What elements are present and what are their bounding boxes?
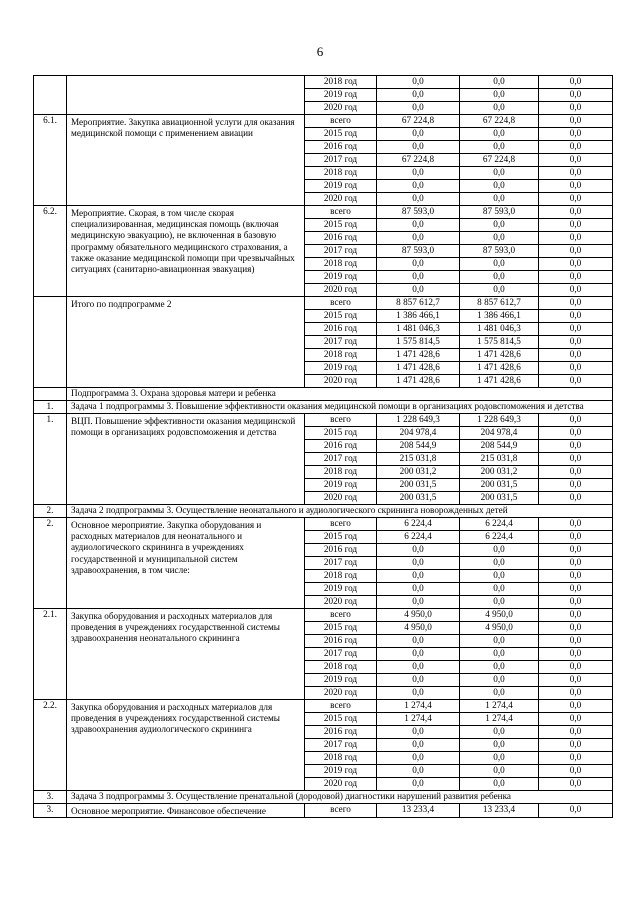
section-title-cell: Задача 1 подпрограммы 3. Повышение эффективности оказания медицинской помощи в организациях родовспоможения и детства xyxy=(67,401,613,414)
item-number-cell: 6.1. xyxy=(34,115,67,206)
other-amount-cell: 0,0 xyxy=(539,453,613,466)
total-amount-cell: 208 544,9 xyxy=(377,440,460,453)
budget-amount-cell: 0,0 xyxy=(460,232,539,245)
period-cell: 2019 год xyxy=(305,479,377,492)
budget-amount-cell: 1 274,4 xyxy=(460,700,539,713)
other-amount-cell: 0,0 xyxy=(539,804,613,818)
total-amount-cell: 6 224,4 xyxy=(377,531,460,544)
total-amount-cell: 200 031,5 xyxy=(377,492,460,505)
item-description-cell: Мероприятие. Закупка авиационной услуги для оказания медицинской помощи с применением авиации xyxy=(67,115,305,206)
budget-amount-cell: 0,0 xyxy=(460,570,539,583)
budget-amount-cell: 204 978,4 xyxy=(460,427,539,440)
period-cell: 2020 год xyxy=(305,687,377,700)
other-amount-cell: 0,0 xyxy=(539,661,613,674)
total-amount-cell: 1 274,4 xyxy=(377,713,460,726)
budget-amount-cell: 0,0 xyxy=(460,284,539,297)
budget-amount-cell: 0,0 xyxy=(460,89,539,102)
item-number-cell: 6.2. xyxy=(34,206,67,297)
other-amount-cell: 0,0 xyxy=(539,687,613,700)
budget-amount-cell: 1 228 649,3 xyxy=(460,414,539,427)
period-cell: всего xyxy=(305,297,377,310)
budget-amount-cell: 0,0 xyxy=(460,596,539,609)
period-cell: 2016 год xyxy=(305,726,377,739)
budget-amount-cell: 0,0 xyxy=(460,765,539,778)
budget-amount-cell: 200 031,5 xyxy=(460,479,539,492)
other-amount-cell: 0,0 xyxy=(539,648,613,661)
item-description-cell: Основное мероприятие. Финансовое обеспечение xyxy=(67,804,305,818)
other-amount-cell: 0,0 xyxy=(539,492,613,505)
budget-amount-cell: 13 233,4 xyxy=(460,804,539,818)
item-number-cell: 2.1. xyxy=(34,609,67,700)
total-amount-cell: 0,0 xyxy=(377,726,460,739)
budget-amount-cell: 0,0 xyxy=(460,180,539,193)
total-amount-cell: 13 233,4 xyxy=(377,804,460,818)
period-cell: 2019 год xyxy=(305,362,377,375)
period-cell: всего xyxy=(305,609,377,622)
table-row xyxy=(34,76,613,89)
other-amount-cell: 0,0 xyxy=(539,336,613,349)
period-cell: всего xyxy=(305,804,377,818)
period-cell: 2018 год xyxy=(305,752,377,765)
total-amount-cell: 1 471 428,6 xyxy=(377,375,460,388)
total-amount-cell: 6 224,4 xyxy=(377,518,460,531)
other-amount-cell: 0,0 xyxy=(539,349,613,362)
item-description-cell: Итого по подпрограмме 2 xyxy=(67,297,305,388)
budget-amount-cell: 0,0 xyxy=(460,141,539,154)
period-cell: 2016 год xyxy=(305,635,377,648)
period-cell: 2020 год xyxy=(305,375,377,388)
other-amount-cell: 0,0 xyxy=(539,479,613,492)
budget-amount-cell: 0,0 xyxy=(460,76,539,89)
total-amount-cell: 0,0 xyxy=(377,102,460,115)
budget-amount-cell: 0,0 xyxy=(460,635,539,648)
other-amount-cell: 0,0 xyxy=(539,232,613,245)
other-amount-cell: 0,0 xyxy=(539,271,613,284)
budget-amount-cell: 200 031,2 xyxy=(460,466,539,479)
budget-amount-cell: 1 471 428,6 xyxy=(460,349,539,362)
budget-amount-cell: 0,0 xyxy=(460,687,539,700)
budget-amount-cell: 87 593,0 xyxy=(460,245,539,258)
budget-amount-cell: 1 481 046,3 xyxy=(460,323,539,336)
period-cell: 2019 год xyxy=(305,765,377,778)
item-number-cell: 3. xyxy=(34,804,67,818)
other-amount-cell: 0,0 xyxy=(539,778,613,791)
budget-amount-cell: 0,0 xyxy=(460,583,539,596)
other-amount-cell: 0,0 xyxy=(539,76,613,89)
other-amount-cell: 0,0 xyxy=(539,544,613,557)
period-cell: всего xyxy=(305,700,377,713)
item-description-cell: ВЦП. Повышение эффективности оказания медицинской помощи в организациях родовспоможения и детства xyxy=(67,414,305,505)
period-cell: 2020 год xyxy=(305,492,377,505)
period-cell: всего xyxy=(305,206,377,219)
item-number-cell: 2. xyxy=(34,518,67,609)
item-number-cell: 1. xyxy=(34,401,67,414)
budget-amount-cell: 6 224,4 xyxy=(460,531,539,544)
total-amount-cell: 0,0 xyxy=(377,765,460,778)
other-amount-cell: 0,0 xyxy=(539,141,613,154)
other-amount-cell: 0,0 xyxy=(539,193,613,206)
section-title-cell: Задача 2 подпрограммы 3. Осуществление неонатального и аудиологического скрининга новорожденных детей xyxy=(67,505,613,518)
period-cell: 2019 год xyxy=(305,89,377,102)
other-amount-cell: 0,0 xyxy=(539,739,613,752)
table-row xyxy=(34,297,613,310)
period-cell: 2017 год xyxy=(305,453,377,466)
period-cell: 2015 год xyxy=(305,531,377,544)
budget-amount-cell: 0,0 xyxy=(460,193,539,206)
total-amount-cell: 1 471 428,6 xyxy=(377,362,460,375)
period-cell: 2020 год xyxy=(305,102,377,115)
other-amount-cell: 0,0 xyxy=(539,219,613,232)
subprogram-title-row xyxy=(34,388,613,401)
item-description-cell: Закупка оборудования и расходных материалов для проведения в учреждениях государственной системы здравоохранения неонатального скрининга xyxy=(67,609,305,700)
other-amount-cell: 0,0 xyxy=(539,102,613,115)
item-number-cell xyxy=(34,388,67,401)
table-row xyxy=(34,206,613,219)
period-cell: всего xyxy=(305,518,377,531)
total-amount-cell: 0,0 xyxy=(377,76,460,89)
period-cell: 2018 год xyxy=(305,167,377,180)
page-number: 6 xyxy=(316,44,324,59)
budget-amount-cell: 0,0 xyxy=(460,219,539,232)
period-cell: 2018 год xyxy=(305,570,377,583)
other-amount-cell: 0,0 xyxy=(539,154,613,167)
total-amount-cell: 1 386 466,1 xyxy=(377,310,460,323)
budget-amount-cell: 0,0 xyxy=(460,739,539,752)
total-amount-cell: 1 274,4 xyxy=(377,700,460,713)
budget-amount-cell: 4 950,0 xyxy=(460,609,539,622)
other-amount-cell: 0,0 xyxy=(539,258,613,271)
other-amount-cell: 0,0 xyxy=(539,128,613,141)
other-amount-cell: 0,0 xyxy=(539,518,613,531)
other-amount-cell: 0,0 xyxy=(539,89,613,102)
total-amount-cell: 0,0 xyxy=(377,232,460,245)
budget-amount-cell: 1 471 428,6 xyxy=(460,362,539,375)
period-cell: 2017 год xyxy=(305,739,377,752)
other-amount-cell: 0,0 xyxy=(539,375,613,388)
other-amount-cell: 0,0 xyxy=(539,284,613,297)
other-amount-cell: 0,0 xyxy=(539,557,613,570)
total-amount-cell: 0,0 xyxy=(377,752,460,765)
other-amount-cell: 0,0 xyxy=(539,297,613,310)
item-number-cell xyxy=(34,76,67,115)
table-row xyxy=(34,115,613,128)
total-amount-cell: 1 471 428,6 xyxy=(377,349,460,362)
period-cell: 2018 год xyxy=(305,466,377,479)
total-amount-cell: 0,0 xyxy=(377,661,460,674)
table-row xyxy=(34,414,613,427)
total-amount-cell: 0,0 xyxy=(377,193,460,206)
item-number-cell: 2. xyxy=(34,505,67,518)
budget-amount-cell: 215 031,8 xyxy=(460,453,539,466)
total-amount-cell: 0,0 xyxy=(377,583,460,596)
other-amount-cell: 0,0 xyxy=(539,427,613,440)
budget-table xyxy=(33,75,613,818)
period-cell: 2019 год xyxy=(305,271,377,284)
section-title-cell: Задача 3 подпрограммы 3. Осуществление пренатальной (дородовой) диагностики нарушений развития ребенка xyxy=(67,791,613,804)
other-amount-cell: 0,0 xyxy=(539,726,613,739)
total-amount-cell: 0,0 xyxy=(377,544,460,557)
budget-amount-cell: 0,0 xyxy=(460,102,539,115)
period-cell: 2020 год xyxy=(305,778,377,791)
total-amount-cell: 67 224,8 xyxy=(377,154,460,167)
period-cell: 2015 год xyxy=(305,310,377,323)
total-amount-cell: 4 950,0 xyxy=(377,622,460,635)
budget-amount-cell: 0,0 xyxy=(460,648,539,661)
budget-amount-cell: 87 593,0 xyxy=(460,206,539,219)
budget-amount-cell: 6 224,4 xyxy=(460,518,539,531)
budget-amount-cell: 0,0 xyxy=(460,726,539,739)
total-amount-cell: 67 224,8 xyxy=(377,115,460,128)
other-amount-cell: 0,0 xyxy=(539,206,613,219)
period-cell: 2016 год xyxy=(305,544,377,557)
budget-amount-cell: 1 274,4 xyxy=(460,713,539,726)
budget-amount-cell: 0,0 xyxy=(460,271,539,284)
budget-amount-cell: 0,0 xyxy=(460,557,539,570)
budget-amount-cell: 0,0 xyxy=(460,128,539,141)
other-amount-cell: 0,0 xyxy=(539,713,613,726)
other-amount-cell: 0,0 xyxy=(539,362,613,375)
budget-amount-cell: 0,0 xyxy=(460,778,539,791)
other-amount-cell: 0,0 xyxy=(539,765,613,778)
period-cell: 2016 год xyxy=(305,440,377,453)
period-cell: 2016 год xyxy=(305,232,377,245)
budget-amount-cell: 4 950,0 xyxy=(460,622,539,635)
total-amount-cell: 0,0 xyxy=(377,271,460,284)
other-amount-cell: 0,0 xyxy=(539,700,613,713)
other-amount-cell: 0,0 xyxy=(539,310,613,323)
budget-amount-cell: 0,0 xyxy=(460,752,539,765)
total-amount-cell: 0,0 xyxy=(377,674,460,687)
total-amount-cell: 0,0 xyxy=(377,739,460,752)
other-amount-cell: 0,0 xyxy=(539,167,613,180)
total-amount-cell: 0,0 xyxy=(377,141,460,154)
total-amount-cell: 8 857 612,7 xyxy=(377,297,460,310)
period-cell: 2020 год xyxy=(305,284,377,297)
period-cell: 2016 год xyxy=(305,323,377,336)
period-cell: 2015 год xyxy=(305,622,377,635)
period-cell: 2017 год xyxy=(305,557,377,570)
period-cell: 2018 год xyxy=(305,258,377,271)
budget-amount-cell: 1 386 466,1 xyxy=(460,310,539,323)
total-amount-cell: 204 978,4 xyxy=(377,427,460,440)
period-cell: 2020 год xyxy=(305,193,377,206)
total-amount-cell: 0,0 xyxy=(377,219,460,232)
total-amount-cell: 0,0 xyxy=(377,89,460,102)
other-amount-cell: 0,0 xyxy=(539,180,613,193)
other-amount-cell: 0,0 xyxy=(539,635,613,648)
total-amount-cell: 0,0 xyxy=(377,180,460,193)
other-amount-cell: 0,0 xyxy=(539,583,613,596)
budget-amount-cell: 0,0 xyxy=(460,258,539,271)
other-amount-cell: 0,0 xyxy=(539,674,613,687)
task-row xyxy=(34,791,613,804)
other-amount-cell: 0,0 xyxy=(539,323,613,336)
other-amount-cell: 0,0 xyxy=(539,752,613,765)
budget-amount-cell: 200 031,5 xyxy=(460,492,539,505)
other-amount-cell: 0,0 xyxy=(539,245,613,258)
budget-amount-cell: 1 575 814,5 xyxy=(460,336,539,349)
total-amount-cell: 0,0 xyxy=(377,778,460,791)
period-cell: 2019 год xyxy=(305,583,377,596)
other-amount-cell: 0,0 xyxy=(539,115,613,128)
budget-amount-cell: 67 224,8 xyxy=(460,115,539,128)
total-amount-cell: 0,0 xyxy=(377,258,460,271)
table-row xyxy=(34,609,613,622)
total-amount-cell: 200 031,2 xyxy=(377,466,460,479)
period-cell: 2016 год xyxy=(305,141,377,154)
budget-amount-cell: 1 471 428,6 xyxy=(460,375,539,388)
total-amount-cell: 0,0 xyxy=(377,128,460,141)
other-amount-cell: 0,0 xyxy=(539,622,613,635)
other-amount-cell: 0,0 xyxy=(539,596,613,609)
item-number-cell: 3. xyxy=(34,791,67,804)
period-cell: 2018 год xyxy=(305,76,377,89)
task-row xyxy=(34,505,613,518)
period-cell: 2019 год xyxy=(305,674,377,687)
period-cell: 2017 год xyxy=(305,648,377,661)
item-description-cell xyxy=(67,76,305,115)
period-cell: 2018 год xyxy=(305,661,377,674)
total-amount-cell: 0,0 xyxy=(377,635,460,648)
other-amount-cell: 0,0 xyxy=(539,414,613,427)
total-amount-cell: 200 031,5 xyxy=(377,479,460,492)
period-cell: 2015 год xyxy=(305,219,377,232)
period-cell: 2015 год xyxy=(305,427,377,440)
total-amount-cell: 0,0 xyxy=(377,648,460,661)
total-amount-cell: 0,0 xyxy=(377,570,460,583)
budget-amount-cell: 0,0 xyxy=(460,661,539,674)
other-amount-cell: 0,0 xyxy=(539,570,613,583)
total-amount-cell: 1 481 046,3 xyxy=(377,323,460,336)
total-amount-cell: 215 031,8 xyxy=(377,453,460,466)
item-description-cell: Основное мероприятие. Закупка оборудования и расходных материалов для неонатального и аудиологического скрининга в учреждениях государственной и муниципальной систем здравоохранения, в том числе: xyxy=(67,518,305,609)
total-amount-cell: 4 950,0 xyxy=(377,609,460,622)
total-amount-cell: 0,0 xyxy=(377,687,460,700)
period-cell: всего xyxy=(305,414,377,427)
other-amount-cell: 0,0 xyxy=(539,609,613,622)
period-cell: всего xyxy=(305,115,377,128)
table-row xyxy=(34,518,613,531)
budget-amount-cell: 208 544,9 xyxy=(460,440,539,453)
period-cell: 2020 год xyxy=(305,596,377,609)
table-row xyxy=(34,700,613,713)
budget-amount-cell: 0,0 xyxy=(460,167,539,180)
item-description-cell: Мероприятие. Скорая, в том числе скорая специализированная, медицинская помощь (включая медицинскую эвакуацию), не включенная в базовую программу обязательного медицинского страхования, а также оказание медицинской помощи при чрезвычайных ситуациях (санитарно-авиационная эвакуация) xyxy=(67,206,305,297)
period-cell: 2018 год xyxy=(305,349,377,362)
period-cell: 2017 год xyxy=(305,154,377,167)
other-amount-cell: 0,0 xyxy=(539,466,613,479)
budget-amount-cell: 8 857 612,7 xyxy=(460,297,539,310)
item-description-cell: Закупка оборудования и расходных материалов для проведения в учреждениях государственной системы здравоохранения аудиологического скрининга xyxy=(67,700,305,791)
period-cell: 2015 год xyxy=(305,713,377,726)
budget-amount-cell: 67 224,8 xyxy=(460,154,539,167)
other-amount-cell: 0,0 xyxy=(539,531,613,544)
period-cell: 2019 год xyxy=(305,180,377,193)
total-amount-cell: 0,0 xyxy=(377,596,460,609)
total-amount-cell: 0,0 xyxy=(377,557,460,570)
total-amount-cell: 87 593,0 xyxy=(377,245,460,258)
period-cell: 2017 год xyxy=(305,336,377,349)
budget-amount-cell: 0,0 xyxy=(460,544,539,557)
total-amount-cell: 87 593,0 xyxy=(377,206,460,219)
period-cell: 2017 год xyxy=(305,245,377,258)
total-amount-cell: 1 575 814,5 xyxy=(377,336,460,349)
item-number-cell: 2.2. xyxy=(34,700,67,791)
total-amount-cell: 1 228 649,3 xyxy=(377,414,460,427)
task-row xyxy=(34,401,613,414)
total-amount-cell: 0,0 xyxy=(377,284,460,297)
table-row xyxy=(34,804,613,818)
item-number-cell: 1. xyxy=(34,414,67,505)
item-number-cell xyxy=(34,297,67,388)
budget-amount-cell: 0,0 xyxy=(460,674,539,687)
other-amount-cell: 0,0 xyxy=(539,440,613,453)
total-amount-cell: 0,0 xyxy=(377,167,460,180)
subprogram-title-cell: Подпрограмма 3. Охрана здоровья матери и ребенка xyxy=(67,388,613,401)
period-cell: 2015 год xyxy=(305,128,377,141)
